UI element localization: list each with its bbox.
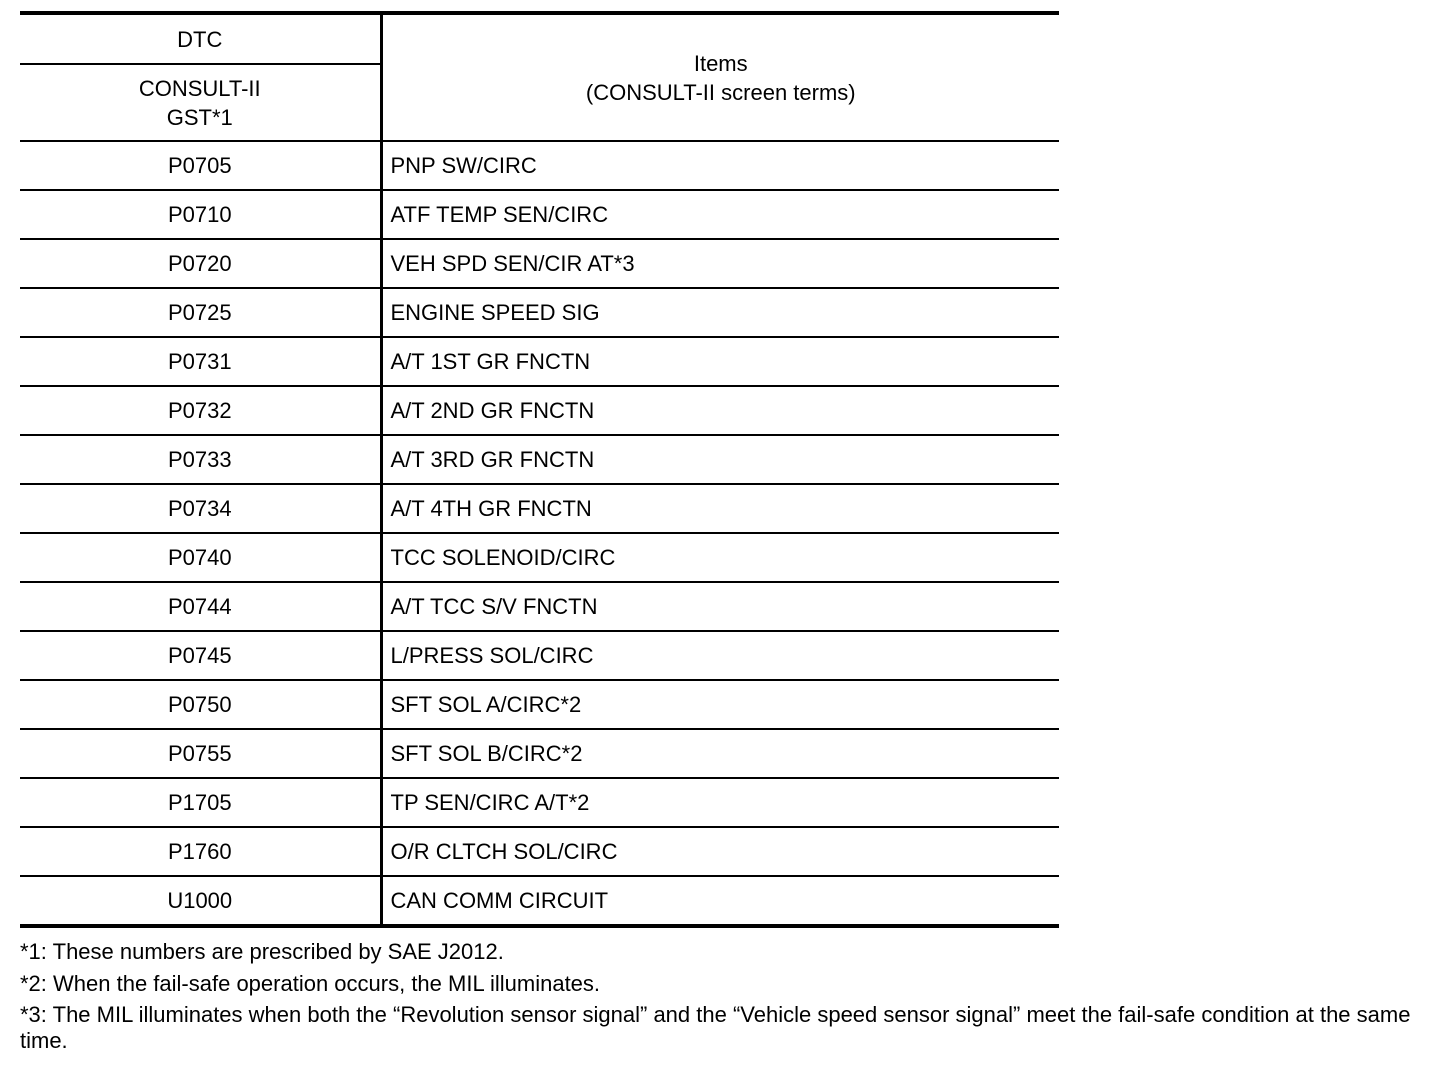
dtc-code-cell: P0725 — [20, 288, 381, 337]
dtc-code-cell: P0720 — [20, 239, 381, 288]
header-items — [381, 13, 1059, 141]
dtc-item-cell: L/PRESS SOL/CIRC — [381, 631, 1059, 680]
dtc-item-cell: A/T 3RD GR FNCTN — [381, 435, 1059, 484]
table-row — [20, 288, 1059, 337]
header-items-subtitle: (CONSULT-II screen terms) — [585, 79, 856, 105]
dtc-code-cell: P0734 — [20, 484, 381, 533]
footnotes — [20, 938, 1440, 1058]
table-row — [20, 141, 1059, 190]
table-row — [20, 435, 1059, 484]
dtc-code-cell: P0745 — [20, 631, 381, 680]
dtc-item-cell: PNP SW/CIRC — [381, 141, 1059, 190]
dtc-item-cell: ATF TEMP SEN/CIRC — [381, 190, 1059, 239]
dtc-code-cell: U1000 — [20, 876, 381, 926]
header-dtc: DTC — [20, 13, 381, 64]
dtc-item-cell: VEH SPD SEN/CIR AT*3 — [381, 239, 1059, 288]
table-row — [20, 680, 1059, 729]
header-gst-label: GST*1 — [166, 104, 233, 130]
dtc-item-cell: SFT SOL B/CIRC*2 — [381, 729, 1059, 778]
dtc-code-cell: P0744 — [20, 582, 381, 631]
table-row — [20, 190, 1059, 239]
dtc-item-cell: A/T 1ST GR FNCTN — [381, 337, 1059, 386]
dtc-code-cell: P1705 — [20, 778, 381, 827]
header-consult-label: CONSULT-II — [138, 75, 261, 101]
header-consult — [20, 64, 381, 141]
table-row — [20, 239, 1059, 288]
dtc-code-cell: P0731 — [20, 337, 381, 386]
table-header-row — [20, 13, 1059, 64]
footnote-3: *3: The MIL illuminates when both the “Revolution sensor signal” and the “Vehicle speed sensor signal” meet the fail-safe condition at the same time. — [20, 1002, 1411, 1053]
dtc-item-cell: TP SEN/CIRC A/T*2 — [381, 778, 1059, 827]
dtc-item-cell: A/T 2ND GR FNCTN — [381, 386, 1059, 435]
table-row — [20, 778, 1059, 827]
dtc-item-cell: A/T 4TH GR FNCTN — [381, 484, 1059, 533]
dtc-item-cell: TCC SOLENOID/CIRC — [381, 533, 1059, 582]
table-row — [20, 827, 1059, 876]
dtc-item-cell: A/T TCC S/V FNCTN — [381, 582, 1059, 631]
table-row — [20, 876, 1059, 926]
header-items-title: Items — [693, 50, 748, 76]
dtc-code-cell: P0732 — [20, 386, 381, 435]
dtc-code-cell: P0755 — [20, 729, 381, 778]
table-row — [20, 582, 1059, 631]
footnote-1: *1: These numbers are prescribed by SAE J2012. — [20, 939, 504, 964]
dtc-code-cell: P0705 — [20, 141, 381, 190]
table-row — [20, 533, 1059, 582]
dtc-code-cell: P0733 — [20, 435, 381, 484]
table-row — [20, 337, 1059, 386]
dtc-code-cell: P1760 — [20, 827, 381, 876]
dtc-item-cell: ENGINE SPEED SIG — [381, 288, 1059, 337]
footnote-2: *2: When the fail-safe operation occurs, the MIL illuminates. — [20, 971, 601, 996]
dtc-item-cell: O/R CLTCH SOL/CIRC — [381, 827, 1059, 876]
dtc-item-cell: CAN COMM CIRCUIT — [381, 876, 1059, 926]
table-row — [20, 386, 1059, 435]
dtc-code-cell: P0750 — [20, 680, 381, 729]
table-row — [20, 484, 1059, 533]
dtc-code-cell: P0740 — [20, 533, 381, 582]
table-row — [20, 729, 1059, 778]
dtc-table-body — [20, 13, 1059, 926]
dtc-code-cell: P0710 — [20, 190, 381, 239]
dtc-item-cell: SFT SOL A/CIRC*2 — [381, 680, 1059, 729]
dtc-table — [20, 11, 1059, 928]
table-row — [20, 631, 1059, 680]
